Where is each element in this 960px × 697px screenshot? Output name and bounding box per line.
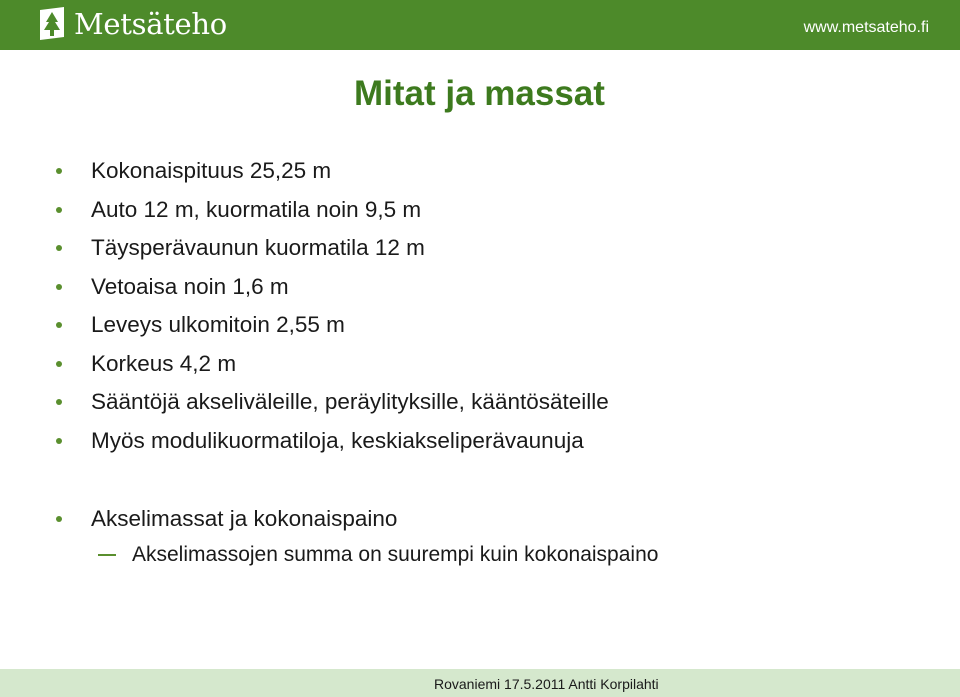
bullet-dot-icon xyxy=(56,399,62,405)
list-item xyxy=(50,500,658,539)
bullet-list xyxy=(50,152,609,460)
list-item-text: Auto 12 m, kuormatila noin 9,5 m xyxy=(91,196,422,222)
list-item-text: Täysperävaunun kuormatila 12 m xyxy=(91,235,425,261)
list-item-text: Korkeus 4,2 m xyxy=(91,350,237,376)
bullet-list-secondary xyxy=(50,500,658,572)
bullet-dot-icon xyxy=(56,284,62,290)
list-item xyxy=(50,191,609,230)
list-item xyxy=(50,268,609,307)
list-item-text: Akselimassat ja kokonaispaino xyxy=(91,506,398,532)
bullet-dot-icon xyxy=(56,245,62,251)
slide-title: Mitat ja massat xyxy=(354,74,605,113)
list-item xyxy=(50,422,609,461)
site-url[interactable]: www.metsateho.fi xyxy=(803,19,929,36)
list-item xyxy=(50,152,609,191)
bullet-dot-icon xyxy=(56,438,62,444)
footer-text: Rovaniemi 17.5.2011 Antti Korpilahti xyxy=(434,676,659,692)
bullet-dot-icon xyxy=(56,361,62,367)
bullet-dot-icon xyxy=(56,322,62,328)
bullet-dot-icon xyxy=(56,207,62,213)
list-item-text: Myös modulikuormatiloja, keskiakseliperävaunuja xyxy=(91,427,584,453)
list-item-text: Kokonaispituus 25,25 m xyxy=(91,158,332,184)
list-item xyxy=(50,229,609,268)
bullet-dot-icon xyxy=(56,168,62,174)
list-item-text: Leveys ulkomitoin 2,55 m xyxy=(91,312,345,338)
logo-text: Metsäteho xyxy=(74,6,227,41)
sub-list-item-text: Akselimassojen summa on suurempi kuin kokonaispaino xyxy=(132,543,659,566)
list-item xyxy=(50,383,609,422)
header-bar xyxy=(0,0,960,50)
sub-list-item xyxy=(50,539,658,572)
list-item-text: Sääntöjä akseliväleille, peräylityksille, kääntösäteille xyxy=(91,389,609,415)
dash-icon xyxy=(98,554,116,556)
tree-logo-icon xyxy=(38,6,66,42)
list-item xyxy=(50,345,609,384)
logo xyxy=(38,4,227,44)
list-item-text: Vetoaisa noin 1,6 m xyxy=(91,273,289,299)
list-item xyxy=(50,306,609,345)
bullet-dot-icon xyxy=(56,516,62,522)
